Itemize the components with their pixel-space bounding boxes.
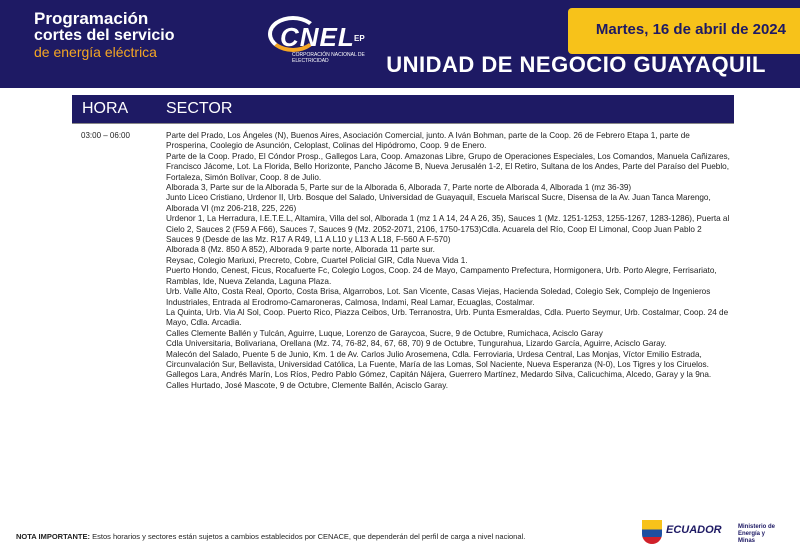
list-item: Parte del Prado, Los Ángeles (N), Buenos Aires, Asociación Comercial, junto. A Iván Bohman, parte de la Coop. 26 de Febrero Etapa 1, parte de Prosperina, Coolegio de Asunción, Celoplast, Colinas del Hipódromo, Coop. 9 de Enero. (166, 131, 690, 151)
table-header (72, 95, 734, 123)
ministry-name: Ministerio de Energía y Minas (738, 524, 776, 544)
ecuador-logo: ECUADOR (666, 524, 722, 536)
note-text: Estos horarios y sectores están sujetos a cambios establecidos por CENACE, que dependerán del perfil de carga a nivel nacional. (90, 532, 526, 541)
list-item: Puerto Hondo, Cenest, Ficus, Rocafuerte Fc, Colegio Logos, Coop. 24 de Mayo, Campamento Prefectura, Hormigonera, Urb. Porto Alegre, Ferrisariato, Ramblas, Ide, Nueva Zelanda, Laguna Plaza. (166, 266, 717, 286)
list-item: Calles Clemente Ballén y Tulcán, Aguirre, Luque, Lorenzo de Garaycoa, Sucre, 9 de Octubre, Rumichaca, Acisclo Garay (166, 328, 603, 338)
brand-title (34, 10, 175, 61)
brand-line-3: de energía eléctrica (34, 44, 157, 60)
list-item: Alborada 8 (Mz. 850 A 852), Alborada 9 parte norte, Alborada 11 parte sur. (166, 245, 435, 255)
coat-of-arms-icon (642, 520, 662, 544)
list-item: Alborada 3, Parte sur de la Alborada 5, Parte sur de la Alborada 6, Alborada 7, Parte norte de Alborada 4, Alborada 1 (mz 36-39) (166, 183, 632, 193)
logo-word: CNEL (280, 22, 355, 52)
header-banner (0, 0, 800, 88)
brand-line-1: Programación (34, 9, 149, 28)
date-text: Martes, 16 de abril de 2024 (595, 21, 786, 38)
list-item: Calles Hurtado, José Mascote, 9 de Octubre, Clemente Ballén, Acisclo Garay. (166, 380, 448, 390)
list-item: Reysac, Colegio Mariuxi, Precreto, Cobre, Cuartel Policial GIR, Cdla Nueva Vida 1. (166, 255, 468, 265)
list-item: Cdla Universitaria, Bolivariana, Orellana (Mz. 74, 76-82, 84, 67, 68, 70) 9 de Octubre, Tungurahua, Lizardo García, Aguirre, Acisclo Garay. (166, 339, 667, 349)
government-logos (642, 518, 782, 546)
important-note (16, 532, 525, 541)
list-item: Urdenor 1, La Herradura, I.E.T.E.L, Altamira, Villa del sol, Alborada 1 (mz 1 A 14, 24 A 26, 35), Sauces 1 (Mz. 1251-1253, 1255-1267, 1283-1286), Puerta al Cielo 2, Sauces 2 (F59 A F66), Sauces 7, Sauces 9 (Mz. 2052-2071, 2106, 1750-1753)Cdla. Acuarela del Río, Coop El Limonal, Coop Juan Pablo 2 (166, 214, 730, 234)
sector-list (166, 131, 732, 391)
cnel-logo (268, 14, 388, 64)
logo-ep: EP (354, 34, 365, 43)
time-range: 03:00 – 06:00 (81, 131, 130, 140)
list-item: Urb. Valle Alto, Costa Real, Oporto, Costa Brisa, Algarrobos, Lot. San Vicente, Casas Viejas, Hacienda Soledad, Colegio Sek, Complejo de Ingenieros Industriales, Entrada al Erodromo-Camaroneras, Calmosa, Indami, Real Lamar, Ecuaglas, Costalmar. (166, 287, 711, 307)
list-item: Junto Liceo Cristiano, Urdenor II, Urb. Bosque del Salado, Universidad de Guayaquil, Escuela Mariscal Sucre, Disensa de la Av. Juan Tanca Marengo, Alborada VI (mz 206-218, 225, 226) (166, 193, 711, 213)
column-hora: HORA (82, 100, 129, 117)
brand-line-2: cortes del servicio (34, 27, 175, 44)
list-item: Parte de la Coop. Prado, El Cóndor Prosp., Gallegos Lara, Coop. Amazonas Libre, Grupo de Operaciones Especiales, Los Comandos, Manuela Cañizares, Francisco Jácome, Lot. La Florida, Bello Horizonte, Pancho Jácome B, Nueva Jerusalén 1-2, El Retiro, Sultana de los Andes, Parte del Paraíso del Pueblo, Fortaleza, Simón Bolívar, Coop. 8 de Julio. (166, 151, 730, 182)
note-label: NOTA IMPORTANTE: (16, 532, 91, 541)
date-badge (568, 8, 800, 54)
logo-subtitle: CORPORACIÓN NACIONAL DE ELECTRICIDAD (292, 52, 365, 64)
list-item: Sauces 9 (Desde de las Mz. R17 A R49, L1 A L10 y L13 A L18, F-560 A F-570) (166, 235, 451, 245)
list-item: Gallegos Lara, Andrés Marín, Los Ríos, Pedro Pablo Gómez, Capitán Nájera, Guerrero Martínez, Medardo Silva, Calicuchima, Alcedo, Garay y la 9na. (166, 370, 712, 380)
column-sector: SECTOR (166, 100, 233, 117)
list-item: Malecón del Salado, Puente 5 de Junio, Km. 1 de Av. Carlos Julio Arosemena, Cdla. Ferroviaria, Urdesa Central, Las Monjas, Víctor Emilio Estrada, Circunvalación Sur, Bellavista, Universidad Católica, La Fuente, María de las Lomas, Sol Naciente, Nueva Esperanza (N-0), Los Tigres y los Ciruelos. (166, 349, 709, 369)
table-divider (72, 123, 734, 124)
list-item: La Quinta, Urb. Via Al Sol, Coop. Puerto Rico, Piazza Ceibos, Urb. Terranostra, Urb. Punta Esmeraldas, Cdla. Puerto Seymur, Urb. Costalmar, Coop. 24 de Mayo, Cdla. Arcadia. (166, 307, 729, 328)
business-unit-title: UNIDAD DE NEGOCIO GUAYAQUIL (386, 52, 766, 77)
